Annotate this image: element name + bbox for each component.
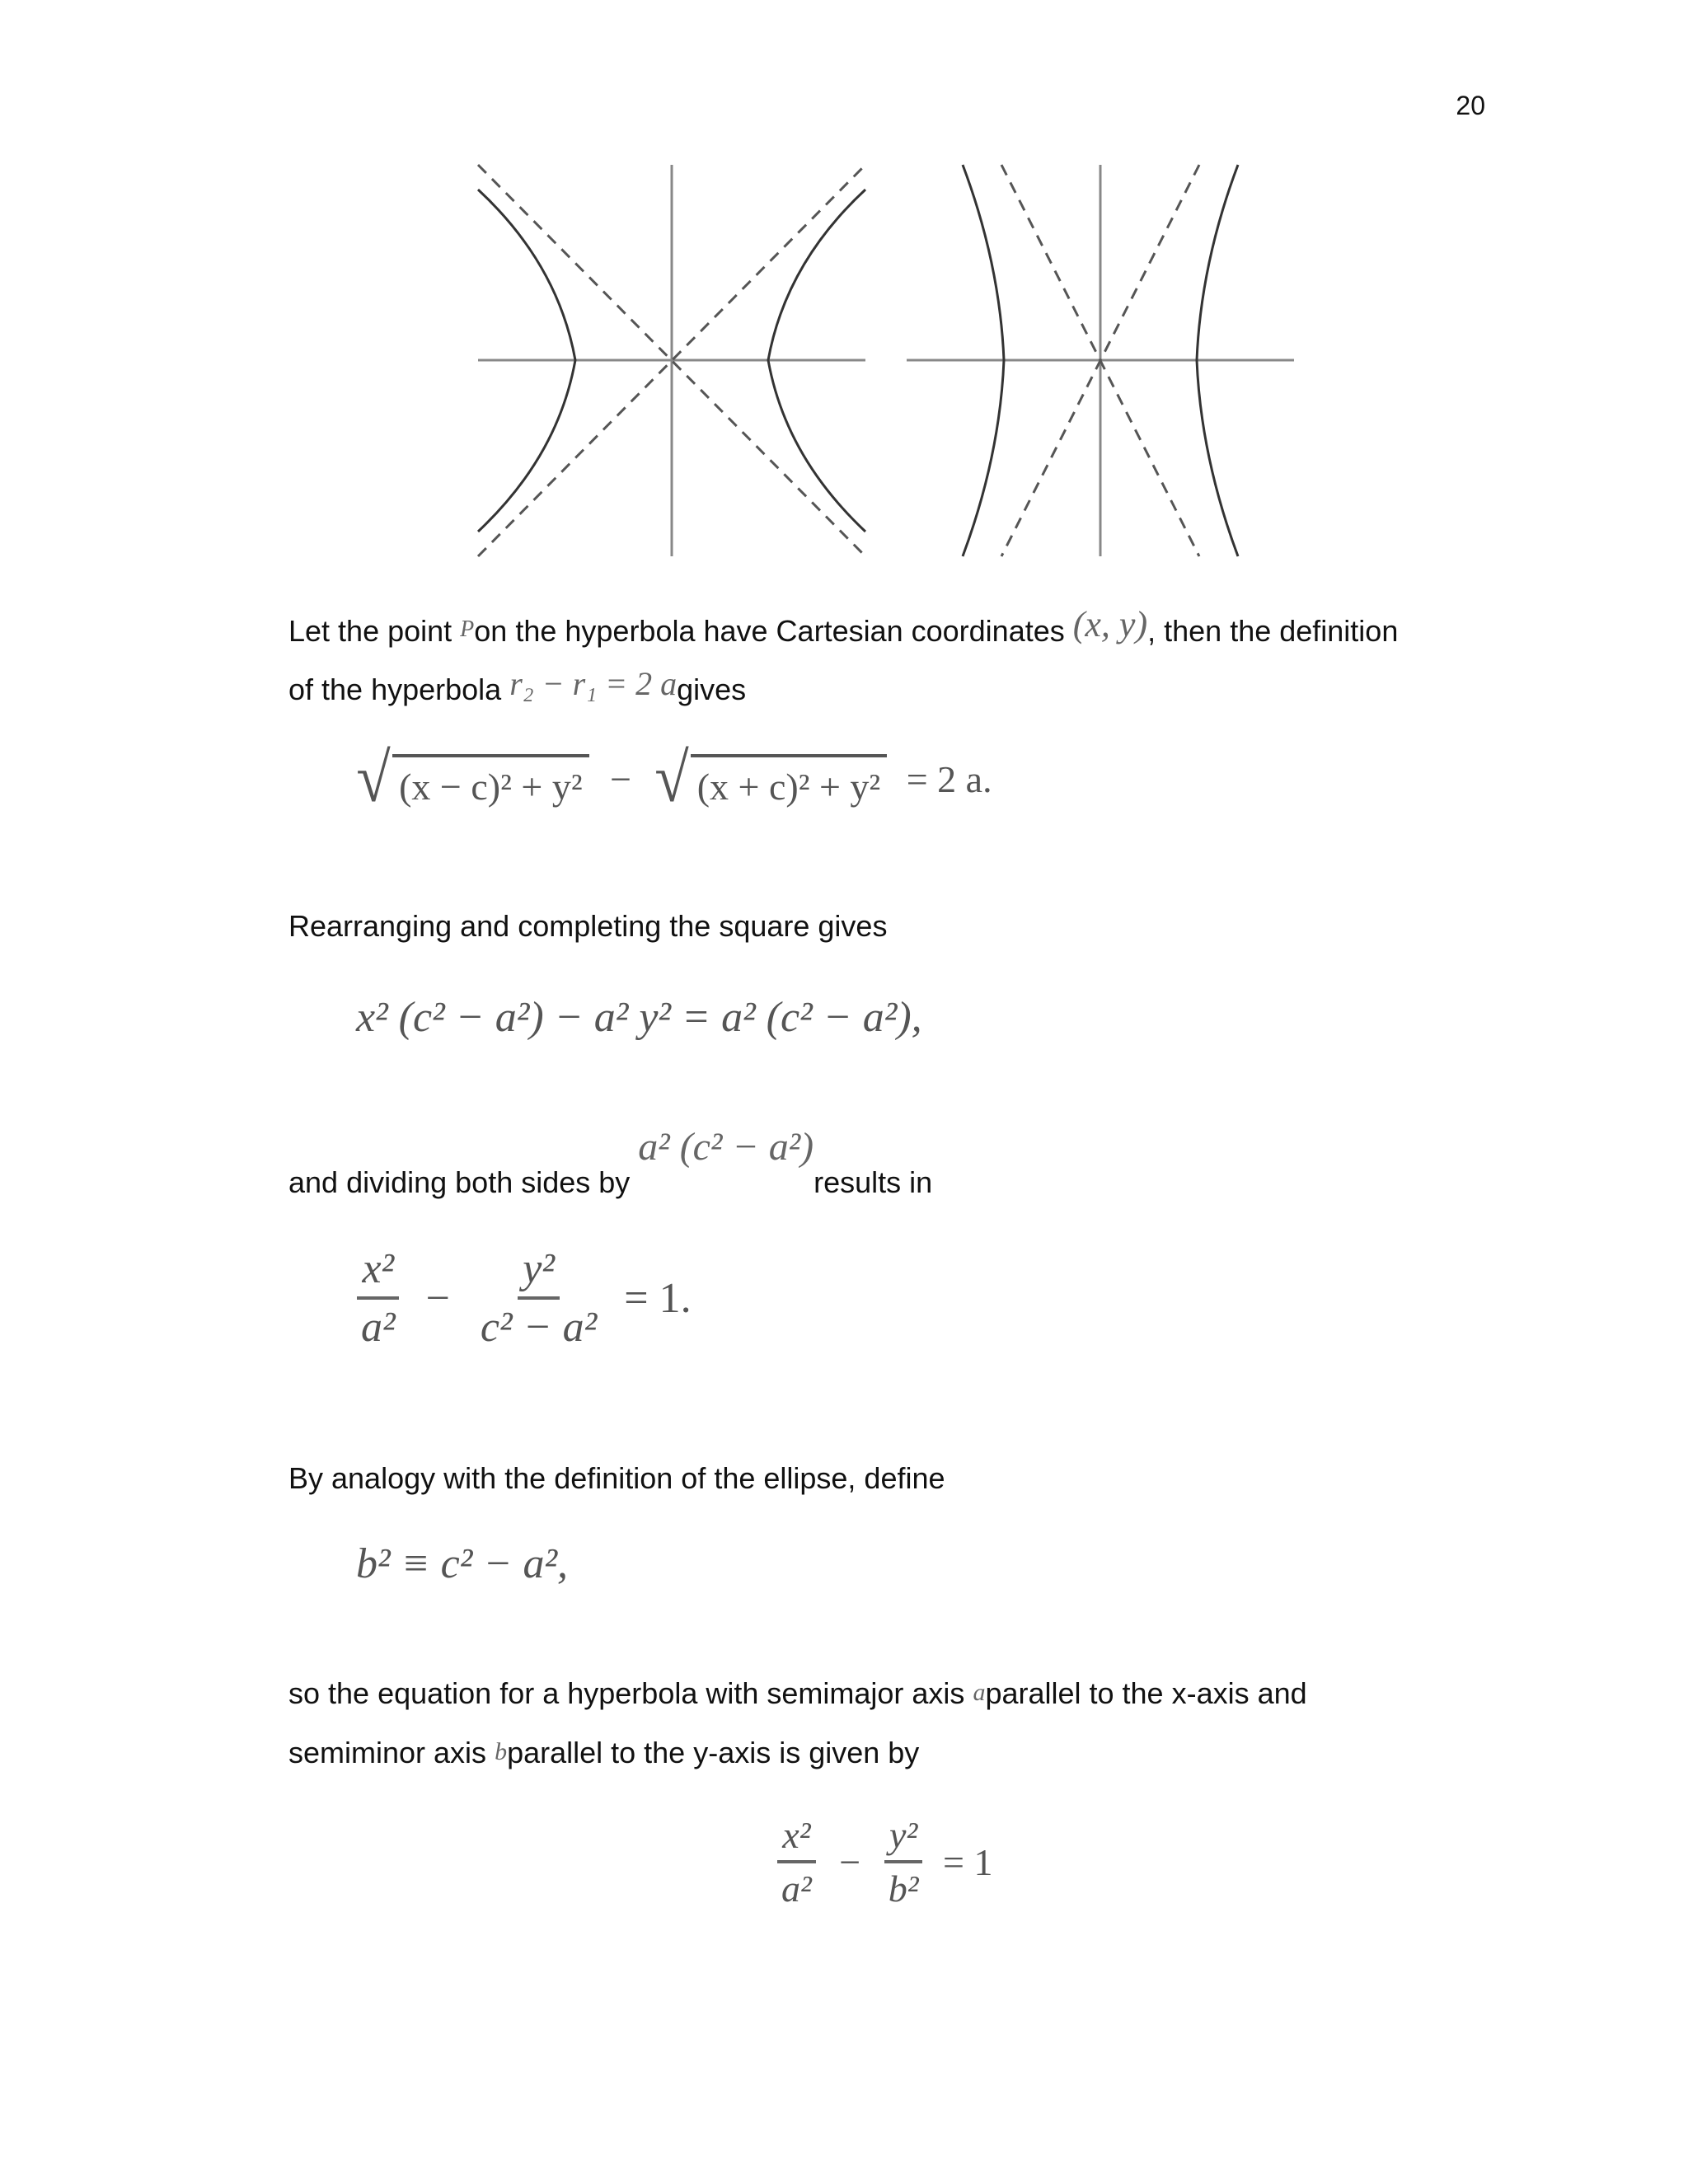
equation-2: x² (c² − a²) − a² y² = a² (c² − a²), [356,994,922,1041]
paragraph-2 [288,654,1484,719]
hyperbola-figure [470,161,1302,565]
equation-1 [354,740,992,817]
text: parallel to the y-axis is given by [507,1736,920,1769]
text: gives [677,673,747,706]
minus-sign: − [425,1274,450,1322]
fraction-1 [356,1244,401,1352]
definition-expr: r₂ − r₁ = 2 a [509,665,678,702]
fraction-2 [476,1244,602,1352]
denominator: b² [888,1868,919,1910]
hyperbola-narrow [907,165,1294,556]
denominator: a² [781,1868,812,1910]
minus-sign: − [610,757,632,800]
text: on the hyperbola have Cartesian coordinates [474,614,1073,648]
sqrt-1: √ (x − c)² + y² [354,746,589,812]
equation-rhs: = 1. [624,1274,692,1322]
equation-4: b² ≡ c² − a², [356,1540,569,1587]
text: , then the definition [1147,614,1399,648]
text: Let the point [288,614,461,648]
equation-5 [776,1813,993,1910]
text: and dividing both sides by [288,1165,639,1199]
coordinates: (x, y) [1072,604,1148,644]
paragraph-5: By analogy with the definition of the ellipse, define [288,1461,945,1495]
paragraph-3: Rearranging and completing the square gives [288,909,888,943]
radicand-2: (x + c)² + y² [691,754,888,812]
variable-b: b [495,1738,508,1765]
text: parallel to the x-axis and [985,1676,1307,1710]
text: results in [814,1165,933,1199]
equation-rhs: = 2 a. [906,757,992,800]
text: of the hyperbola [288,673,510,706]
hyperbola-left-right [478,165,865,556]
paragraph-1 [288,595,1484,661]
equation-rhs: = 1 [943,1840,993,1883]
paragraph-7 [288,1722,1484,1783]
text: semiminor axis [288,1736,495,1769]
divisor-expr: a² (c² − a²) [638,1125,814,1169]
fraction-1 [776,1813,817,1910]
paragraph-6 [288,1663,1484,1723]
variable-a: a [973,1679,986,1706]
numerator: y² [884,1813,922,1863]
equation-3 [356,1244,692,1352]
numerator: x² [777,1813,815,1863]
fraction-2 [884,1813,924,1910]
variable-p: P [460,616,475,642]
denominator: c² − a² [480,1304,598,1351]
numerator: y² [518,1244,560,1300]
minus-sign: − [839,1840,861,1883]
radicand-1: (x − c)² + y² [392,754,589,812]
paragraph-4 [288,1125,1484,1212]
sqrt-2: √ (x + c)² + y² [653,746,888,812]
denominator: a² [361,1304,396,1351]
numerator: x² [357,1244,399,1300]
text: so the equation for a hyperbola with semimajor axis [288,1676,973,1710]
page-number: 20 [1456,91,1485,120]
